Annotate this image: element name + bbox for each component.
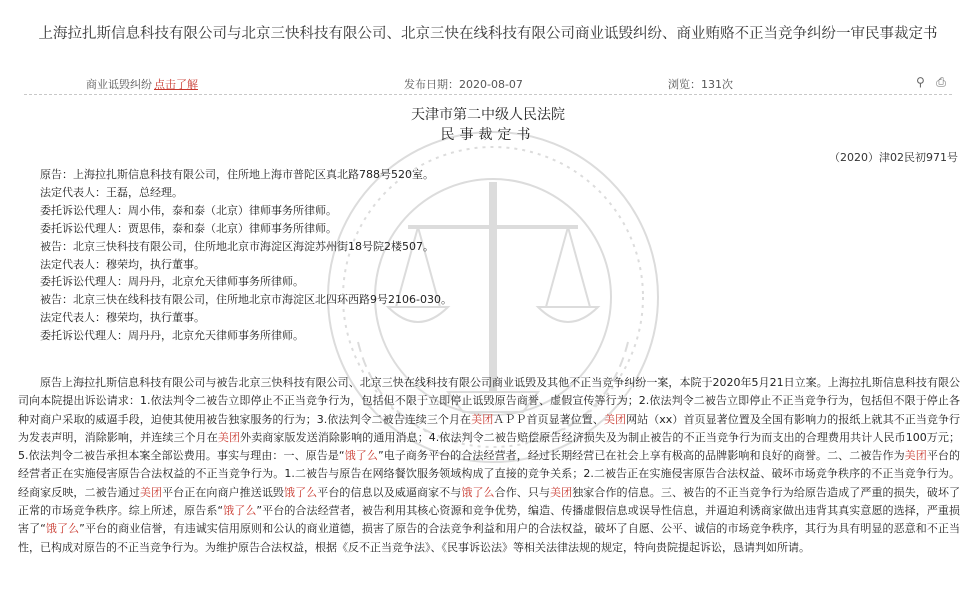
print-icon[interactable]: ⎙	[936, 75, 946, 89]
claim-paragraph	[18, 374, 960, 557]
highlighted-keyword: 美团	[603, 412, 627, 426]
highlighted-keyword: 美团	[139, 485, 163, 499]
highlighted-keyword: 美团	[904, 449, 927, 463]
case-number: （2020）津02民初971号	[829, 151, 958, 164]
party-line: 法定代表人：王磊，总经理。	[40, 185, 183, 199]
party-line: 委托诉讼代理人：贾思伟，泰和泰（北京）律师事务所律师。	[40, 221, 337, 235]
share-icon[interactable]: ⚲	[916, 75, 925, 89]
category-label: 商业诋毁纠纷	[86, 78, 152, 91]
meta-bar	[0, 76, 976, 92]
party-line: 委托诉讼代理人：周丹丹，北京允天律师事务所律师。	[40, 329, 304, 343]
toolbar	[908, 75, 946, 90]
court-name: 天津市第二中级人民法院	[411, 107, 565, 123]
document-title: 上海拉扎斯信息科技有限公司与北京三快科技有限公司、北京三快在线科技有限公司商业诋毁纠纷、商业贿赂不正当竞争纠纷一审民事裁定书	[38, 26, 938, 42]
body-text-segment: 平台的经营者正在实施侵害原告合法权益的不正当竞争行为。1.二被告与原告在网络餐饮服务领域构成了直接的竞争关系；2.二被告正在实施侵害原告合法权益、破坏市场竞争秩序的不正当竞争行为。经商家反映，二被告通过	[18, 449, 961, 499]
party-line: 被告：北京三快科技有限公司，住所地北京市海淀区海淀苏州街18号院2楼507。	[40, 239, 434, 253]
body-text-segment: 平台的信息以及威逼商家不与	[317, 485, 462, 499]
view-count: 浏览：131次	[668, 78, 733, 91]
body-text-segment: 平台正在向商户推送诋毁	[162, 485, 285, 499]
party-line: 法定代表人：穆荣均，执行董事。	[40, 257, 205, 271]
body-text-segment: ”平台的商业信誉，有违诚实信用原则和公认的商业道德，损害了原告的合法竞争利益和用户的合法权益，破坏了自愿、公平、诚信的市场竞争秩序，其行为具有明显的恶意和不正当性，已构成对原告的不正当竞争行为。为维护原告合法权益，根据《反不正当竞争法》、《民事诉讼法》等相关法律法规的规定，特向贵院提起诉讼，恳请判如所请。	[18, 522, 960, 554]
body-text-segment: ＡＰＰ首页显著位置、	[493, 412, 604, 426]
document-type: 民事裁定书	[440, 127, 536, 143]
highlighted-keyword: 饿了么	[461, 485, 495, 499]
body-text-segment: 合作、只与	[494, 485, 551, 499]
body-text-segment: 网站（xx）首页显著位置及全国有影响力的报纸上就其不正当竞争行为发表声明，消除影响，并连续三个月在	[18, 412, 961, 444]
body-text-segment: ”电子商务平台的合法经营者，经过长期经营已在社会上享有极高的品牌影响和良好的商誉。二、二被告作为	[377, 449, 905, 463]
parties-list	[40, 166, 452, 345]
learn-more-link[interactable]: 点击了解	[154, 78, 198, 91]
highlighted-keyword: 饿了么	[344, 449, 378, 463]
party-line: 委托诉讼代理人：周小伟，泰和泰（北京）律师事务所律师。	[40, 203, 337, 217]
highlighted-keyword: 美团	[471, 412, 494, 426]
highlighted-keyword: 美团	[217, 430, 241, 444]
highlighted-keyword: 美团	[550, 485, 573, 499]
highlighted-keyword: 饿了么	[284, 485, 318, 499]
body-text-segment: 独家合作的信息。三、被告的不正当竞争行为给原告造成了严重的损失，破坏了正常的市场竞争秩序。综上所述，原告系“	[18, 485, 961, 518]
meta-divider	[24, 94, 952, 95]
body-text-segment: 外卖商家版发送消除影响的通用消息；4.依法判令二被告赔偿原告经济损失及为制止被告的不正当竞争行为而支出的合理费用共计人民币100万元；5.依法判令二被告承担本案全部讼费用。事实与理由：一、原告是“	[18, 430, 961, 463]
highlighted-keyword: 饿了么	[223, 504, 257, 518]
party-line: 法定代表人：穆荣均，执行董事。	[40, 311, 205, 325]
party-line: 被告：北京三快在线科技有限公司，住所地北京市海淀区北四环西路9号2106-030。	[40, 293, 452, 307]
highlighted-keyword: 饿了么	[45, 522, 80, 536]
body-text-segment: ”平台的合法经营者，被告利用其核心资源和竞争优势，编造、传播虚假信息或误导性信息，并逼迫利诱商家做出违背其真实意愿的选择，严重损害了“	[18, 504, 960, 536]
body-text-segment: 原告上海拉扎斯信息科技有限公司与被告北京三快科技有限公司、北京三快在线科技有限公司商业诋毁及其他不正当竞争纠纷一案，本院于2020年5月21日立案。上海拉扎斯信息科技有限公司向本院提出诉讼请求：1.依法判令二被告立即停止不正当竞争行为，包括但不限于立即停止诋毁原告商誉、虚假宣传等行为；2.依法判令二被告立即停止不正当竞争行为，包括但不限于停止各种对商户采取的威逼手段，迫使其使用被告独家服务的行为；3.依法判令二被告连续三个月在	[18, 376, 960, 426]
party-line: 原告：上海拉扎斯信息科技有限公司，住所地上海市普陀区真北路788号520室。	[40, 168, 434, 181]
publish-date: 发布日期：2020-08-07	[404, 78, 523, 91]
party-line: 委托诉讼代理人：周丹丹，北京允天律师事务所律师。	[40, 275, 304, 289]
category-tag	[86, 76, 198, 92]
